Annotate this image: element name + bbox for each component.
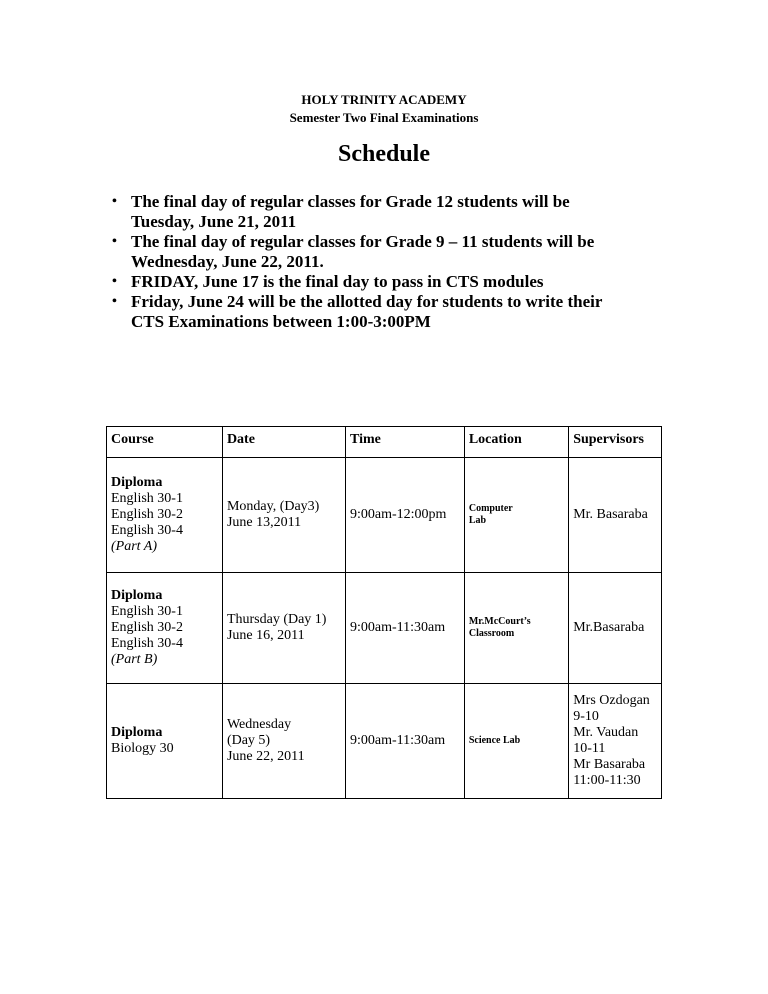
course-line: English 30-2 — [111, 620, 183, 635]
page-title: Schedule — [337, 141, 430, 167]
supervisor-line: 11:00-11:30 — [573, 773, 641, 788]
list-item — [112, 292, 672, 332]
location-cell — [464, 573, 568, 684]
location-line: Mr.McCourt’s — [468, 616, 531, 627]
supervisor-line: Mrs Ozdogan — [573, 693, 650, 708]
course-line: Biology 30 — [111, 741, 174, 756]
exam-schedule-table — [106, 426, 662, 799]
date-line: (Day 5) — [226, 733, 271, 748]
table-row — [107, 684, 662, 799]
school-name: HOLY TRINITY ACADEMY — [301, 92, 467, 107]
bullet-icon: • — [112, 234, 117, 249]
list-item — [112, 232, 672, 272]
header-supervisors: Supervisors — [569, 427, 662, 458]
time-cell: 9:00am-11:30am — [345, 573, 464, 684]
supervisor-line: Mr Basaraba — [573, 757, 646, 772]
table-header-row — [107, 427, 662, 458]
course-line: English 30-4 — [111, 523, 183, 538]
supervisor-line: 9-10 — [573, 709, 599, 724]
course-cell — [107, 573, 223, 684]
bullet-text: Tuesday, June 21, 2011 — [131, 212, 297, 231]
location-cell — [464, 458, 568, 573]
announcement-list — [112, 192, 672, 332]
bullet-icon: • — [112, 274, 117, 289]
bullet-text: The final day of regular classes for Grade 12 students will be — [131, 192, 570, 211]
bullet-text: Friday, June 24 will be the allotted day for students to write their — [131, 292, 603, 311]
supervisor-line: Mr. Vaudan — [573, 725, 639, 740]
date-line: Wednesday — [226, 717, 292, 732]
location-line: Lab — [468, 515, 487, 526]
date-line: Thursday (Day 1) — [226, 612, 327, 627]
header-course: Course — [107, 427, 223, 458]
course-line: English 30-1 — [111, 604, 183, 619]
table-row — [107, 573, 662, 684]
course-cell — [107, 458, 223, 573]
date-line: June 16, 2011 — [226, 628, 305, 643]
time-cell: 9:00am-12:00pm — [345, 458, 464, 573]
bullet-text: CTS Examinations between 1:00-3:00PM — [131, 312, 431, 331]
supervisor-cell — [569, 458, 662, 573]
course-title: Diploma — [111, 475, 163, 490]
course-title: Diploma — [111, 725, 163, 740]
course-line: English 30-2 — [111, 507, 183, 522]
location-line: Classroom — [468, 628, 515, 639]
course-title: Diploma — [111, 588, 163, 603]
location-line: Computer — [468, 503, 513, 514]
semester-subtitle: Semester Two Final Examinations — [289, 110, 479, 125]
supervisor-line: Mr. Basaraba — [573, 507, 648, 522]
date-cell — [222, 684, 345, 799]
date-line: June 13,2011 — [226, 515, 302, 530]
supervisor-line: 10-11 — [573, 741, 606, 756]
bullet-icon: • — [112, 194, 117, 209]
date-line: Monday, (Day3) — [226, 499, 320, 514]
header-location: Location — [464, 427, 568, 458]
time-cell: 9:00am-11:30am — [345, 684, 464, 799]
course-part: (Part A) — [111, 539, 158, 554]
location-line: Science Lab — [468, 735, 521, 746]
course-line: English 30-4 — [111, 636, 183, 651]
bullet-text: FRIDAY, June 17 is the final day to pass in CTS modules — [131, 272, 544, 291]
bullet-text: Wednesday, June 22, 2011. — [131, 252, 324, 271]
supervisor-cell — [569, 684, 662, 799]
supervisor-cell — [569, 573, 662, 684]
location-cell — [464, 684, 568, 799]
bullet-text: The final day of regular classes for Grade 9 – 11 students will be — [131, 232, 595, 251]
table-row — [107, 458, 662, 573]
course-cell — [107, 684, 223, 799]
list-item — [112, 192, 672, 232]
course-part: (Part B) — [111, 652, 158, 667]
date-cell — [222, 458, 345, 573]
date-cell — [222, 573, 345, 684]
bullet-icon: • — [112, 294, 117, 309]
list-item — [112, 272, 672, 292]
header-date: Date — [222, 427, 345, 458]
date-line: June 22, 2011 — [226, 749, 305, 764]
course-line: English 30-1 — [111, 491, 183, 506]
header-time: Time — [345, 427, 464, 458]
supervisor-line: Mr.Basaraba — [573, 620, 645, 635]
